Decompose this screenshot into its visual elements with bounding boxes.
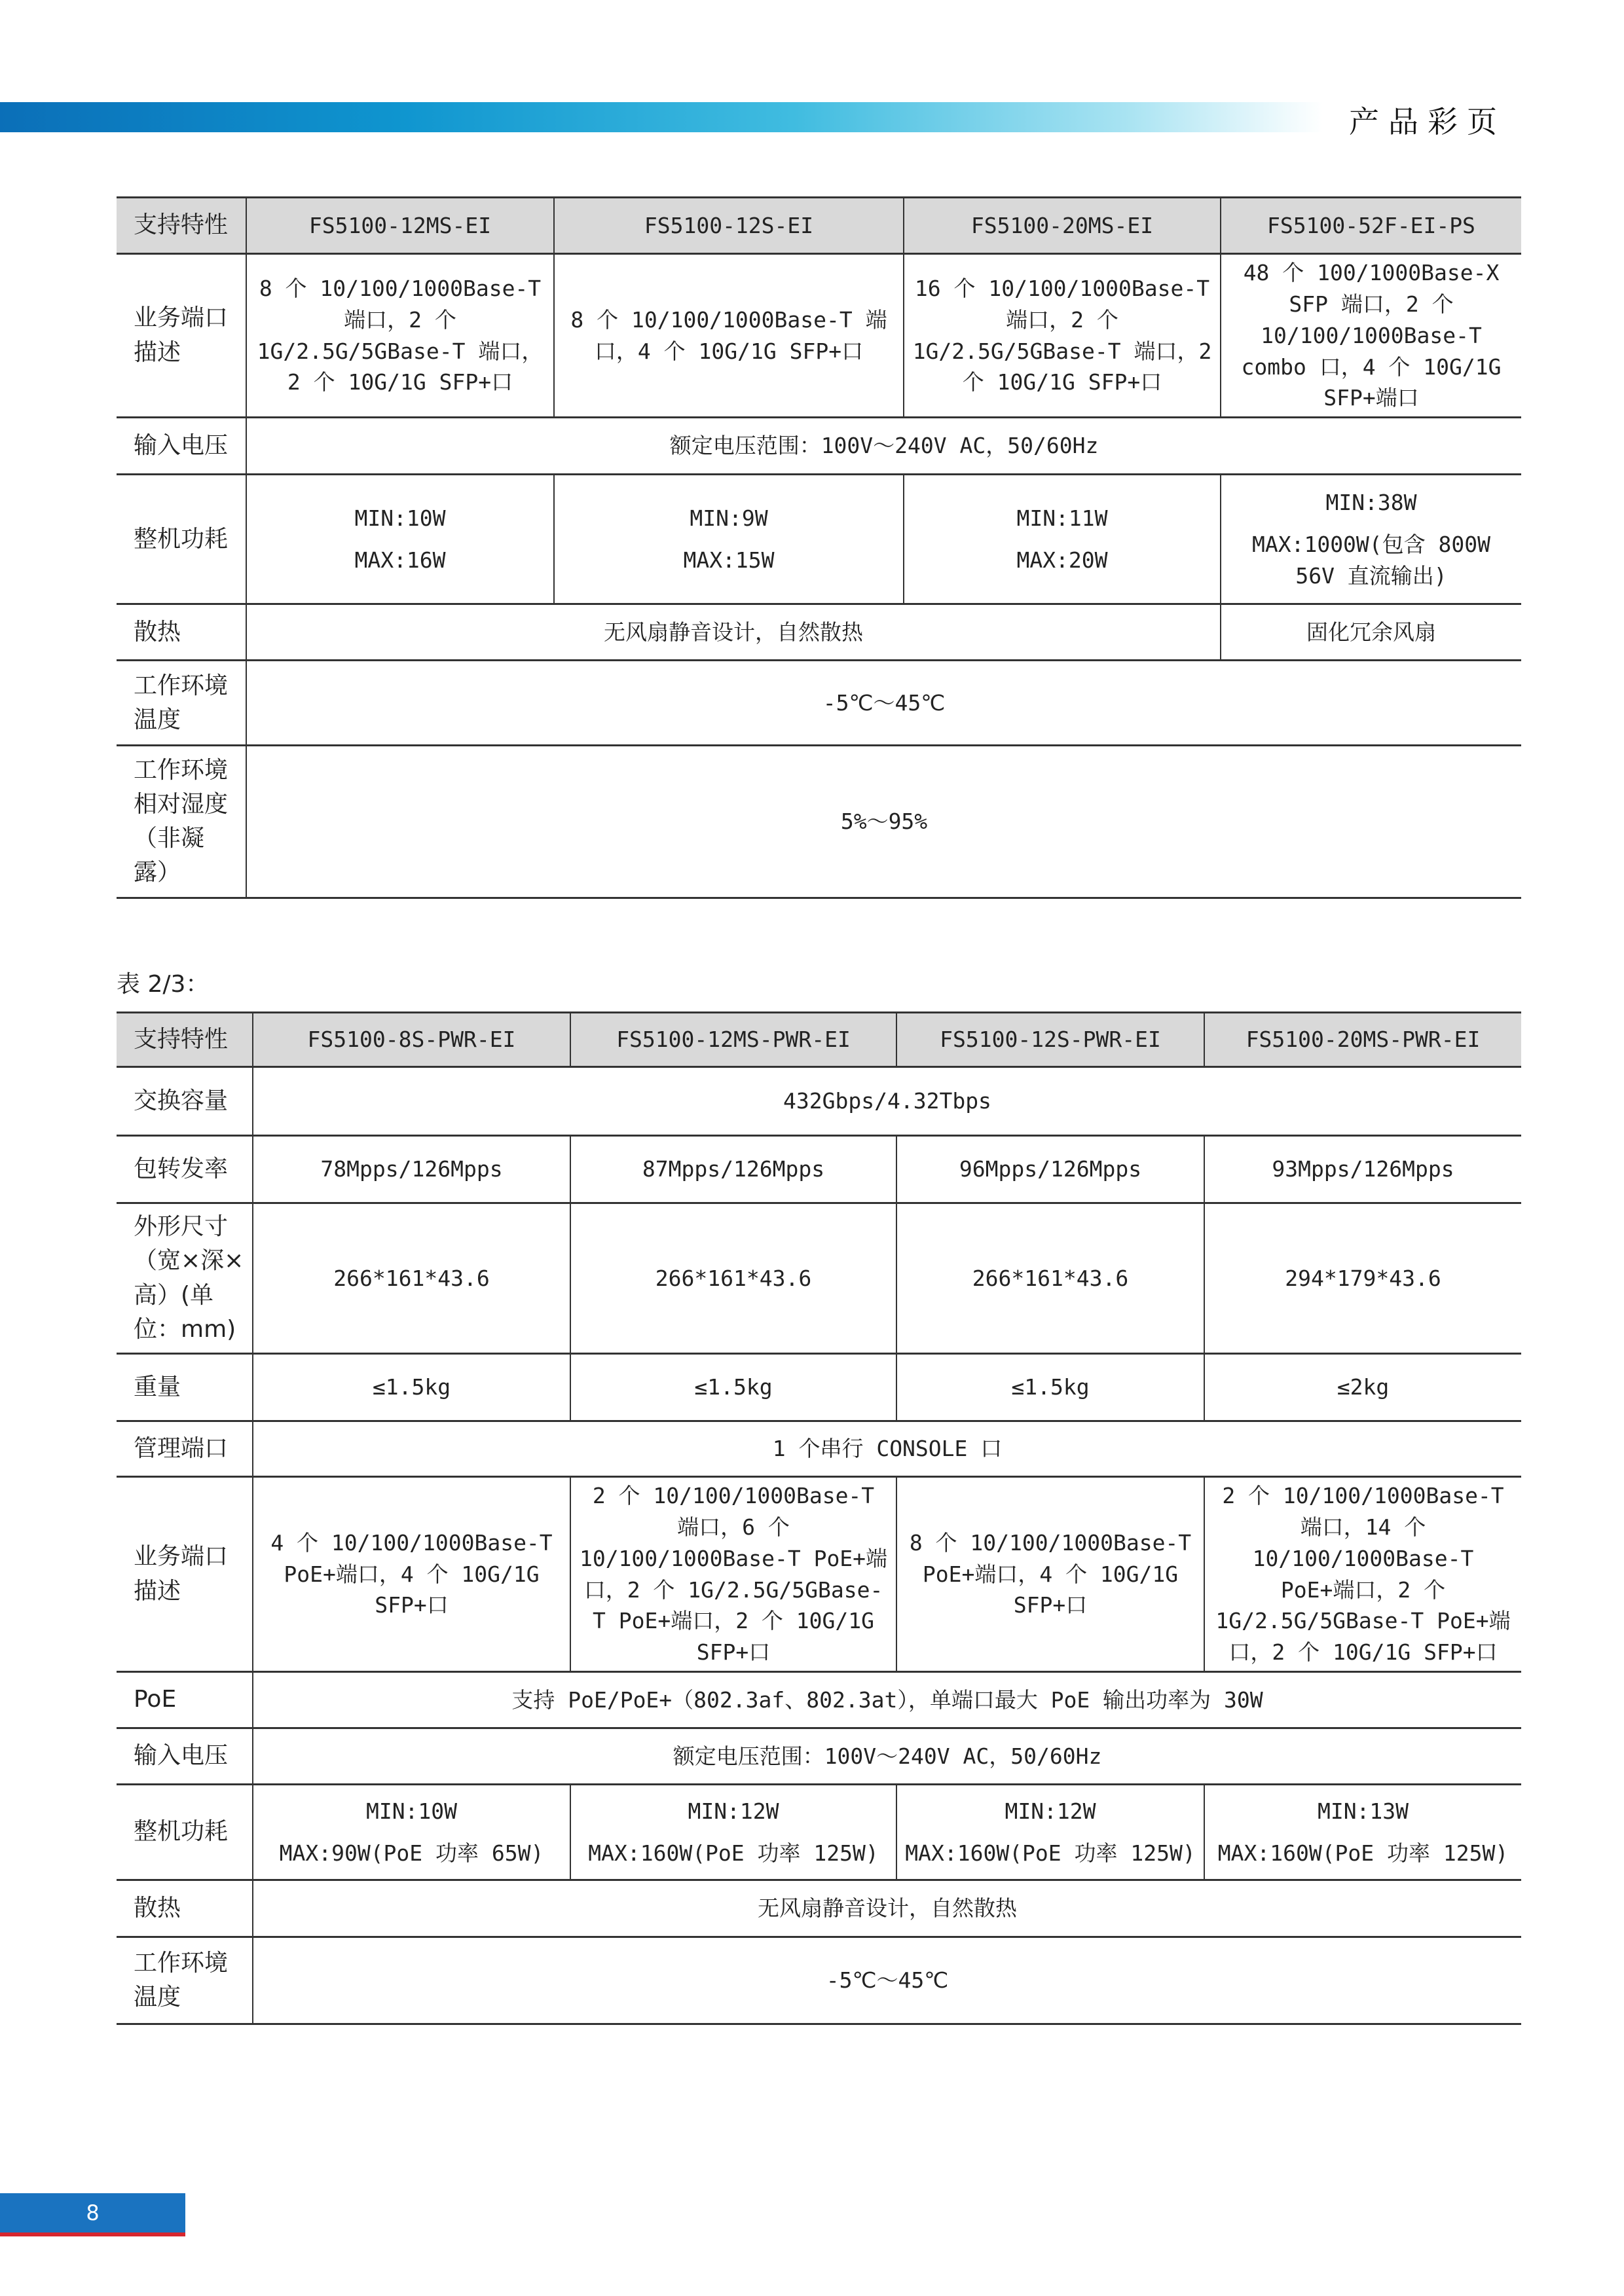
table-row [117,1728,1521,1785]
cell: 48 个 100/1000Base-X SFP 端口，2 个 10/100/1000Base-T combo 口，4 个 10G/1G SFP+端口 [1221,254,1521,418]
row-label: PoE [117,1672,253,1728]
row-label: 散热 [117,604,246,661]
table-row [117,1672,1521,1728]
power-cell [570,1785,896,1880]
power-cell [896,1785,1204,1880]
row-label: 工作环境温度 [117,1937,253,2024]
table-row [117,1785,1521,1880]
table-row [117,198,1521,254]
cell: ≤1.5kg [253,1354,570,1421]
power-max: MAX:1000W(包含 800W 56V 直流输出) [1251,531,1490,589]
model-header: FS5100-20MS-PWR-EI [1204,1013,1521,1067]
header-gradient-bar [0,102,1323,132]
cell: 1 个串行 CONSOLE 口 [253,1421,1521,1477]
row-label: 支持特性 [117,198,246,254]
table-row [117,1421,1521,1477]
table-row [117,1354,1521,1421]
cell: 266*161*43.6 [253,1203,570,1354]
row-label: 散热 [117,1880,253,1937]
cell: 固化冗余风扇 [1221,604,1521,661]
power-max: MAX:160W(PoE 功率 125W) [905,1840,1196,1866]
cell: ≤1.5kg [896,1354,1204,1421]
model-header: FS5100-20MS-EI [904,198,1221,254]
row-label: 管理端口 [117,1421,253,1477]
model-header: FS5100-52F-EI-PS [1221,198,1521,254]
cell: 78Mpps/126Mpps [253,1136,570,1203]
table-row [117,746,1521,898]
power-max: MAX:16W [354,547,446,573]
table-caption: 表 2/3： [117,971,210,998]
row-label: 整机功耗 [117,475,246,604]
power-max: MAX:160W(PoE 功率 125W) [588,1840,879,1866]
cell: 5%～95% [246,746,1521,898]
power-max: MAX:15W [683,547,775,573]
cell: 无风扇静音设计，自然散热 [246,604,1221,661]
spec-table-2 [117,1011,1521,2025]
cell: 额定电压范围：100V～240V AC，50/60Hz [246,418,1521,475]
row-label: 工作环境温度 [117,661,246,746]
cell: 2 个 10/100/1000Base-T 端口，6 个 10/100/1000Base-T PoE+端口，2 个 1G/2.5G/5GBase-T PoE+端口，2 个 10G/1G SFP+口 [570,1477,896,1672]
cell: 432Gbps/4.32Tbps [253,1067,1521,1136]
power-min: MIN:10W [365,1798,458,1824]
cell: -5℃～45℃ [253,1937,1521,2024]
power-max: MAX:20W [1016,547,1108,573]
table-row [117,1013,1521,1067]
power-cell [904,475,1221,604]
row-label: 业务端口描述 [117,1477,253,1672]
table-row [117,254,1521,418]
power-min: MIN:12W [1005,1798,1096,1824]
cell: 2 个 10/100/1000Base-T 端口，14 个 10/100/1000Base-T PoE+端口，2 个 1G/2.5G/5GBase-T PoE+端口，2 个 10G/1G SFP+口 [1204,1477,1521,1672]
model-header: FS5100-8S-PWR-EI [253,1013,570,1067]
cell: 8 个 10/100/1000Base-T 端口，4 个 10G/1G SFP+口 [554,254,904,418]
model-header: FS5100-12MS-PWR-EI [570,1013,896,1067]
row-label: 输入电压 [117,418,246,475]
row-label: 输入电压 [117,1728,253,1785]
row-label: 支持特性 [117,1013,253,1067]
cell: 294*179*43.6 [1204,1203,1521,1354]
cell: 额定电压范围：100V～240V AC，50/60Hz [253,1728,1521,1785]
model-header: FS5100-12S-PWR-EI [896,1013,1204,1067]
table-row [117,475,1521,604]
power-cell [1221,475,1521,604]
table-row [117,1937,1521,2024]
power-min: MIN:11W [1016,505,1108,531]
cell: ≤1.5kg [570,1354,896,1421]
table-row [117,1136,1521,1203]
power-min: MIN:13W [1317,1798,1409,1824]
table-row [117,1477,1521,1672]
cell: 96Mpps/126Mpps [896,1136,1204,1203]
row-label: 工作环境相对湿度（非凝露） [117,746,246,898]
row-label: 交换容量 [117,1067,253,1136]
cell: 87Mpps/126Mpps [570,1136,896,1203]
power-min: MIN:10W [354,505,446,531]
model-header: FS5100-12S-EI [554,198,904,254]
power-max: MAX:90W(PoE 功率 65W) [279,1840,544,1866]
cell: -5℃～45℃ [246,661,1521,746]
cell: 266*161*43.6 [896,1203,1204,1354]
power-max: MAX:160W(PoE 功率 125W) [1217,1840,1509,1866]
power-cell [246,475,554,604]
table-row [117,1203,1521,1354]
row-label: 重量 [117,1354,253,1421]
cell: 93Mpps/126Mpps [1204,1136,1521,1203]
row-label: 业务端口描述 [117,254,246,418]
table-row [117,661,1521,746]
table-row [117,604,1521,661]
cell: ≤2kg [1204,1354,1521,1421]
power-min: MIN:12W [688,1798,779,1824]
power-cell [554,475,904,604]
row-label: 包转发率 [117,1136,253,1203]
table-row [117,418,1521,475]
cell: 266*161*43.6 [570,1203,896,1354]
power-cell [253,1785,570,1880]
power-min: MIN:38W [1325,489,1417,515]
row-label: 整机功耗 [117,1785,253,1880]
page-number: 8 [0,2193,185,2236]
power-cell [1204,1785,1521,1880]
cell: 支持 PoE/PoE+（802.3af、802.3at），单端口最大 PoE 输出功率为 30W [253,1672,1521,1728]
cell: 无风扇静音设计，自然散热 [253,1880,1521,1937]
cell: 4 个 10/100/1000Base-T PoE+端口，4 个 10G/1G SFP+口 [253,1477,570,1672]
row-label: 外形尺寸（宽×深×高）(单位：mm) [117,1203,253,1354]
table-row [117,1880,1521,1937]
cell: 8 个 10/100/1000Base-T 端口，2 个 1G/2.5G/5GBase-T 端口，2 个 10G/1G SFP+口 [246,254,554,418]
cell: 8 个 10/100/1000Base-T PoE+端口，4 个 10G/1G SFP+口 [896,1477,1204,1672]
table-row [117,1067,1521,1136]
header-title: 产品彩页 [1349,104,1506,139]
spec-table-1 [117,196,1521,899]
cell: 16 个 10/100/1000Base-T 端口，2 个 1G/2.5G/5GBase-T 端口，2 个 10G/1G SFP+口 [904,254,1221,418]
model-header: FS5100-12MS-EI [246,198,554,254]
power-min: MIN:9W [690,505,768,531]
